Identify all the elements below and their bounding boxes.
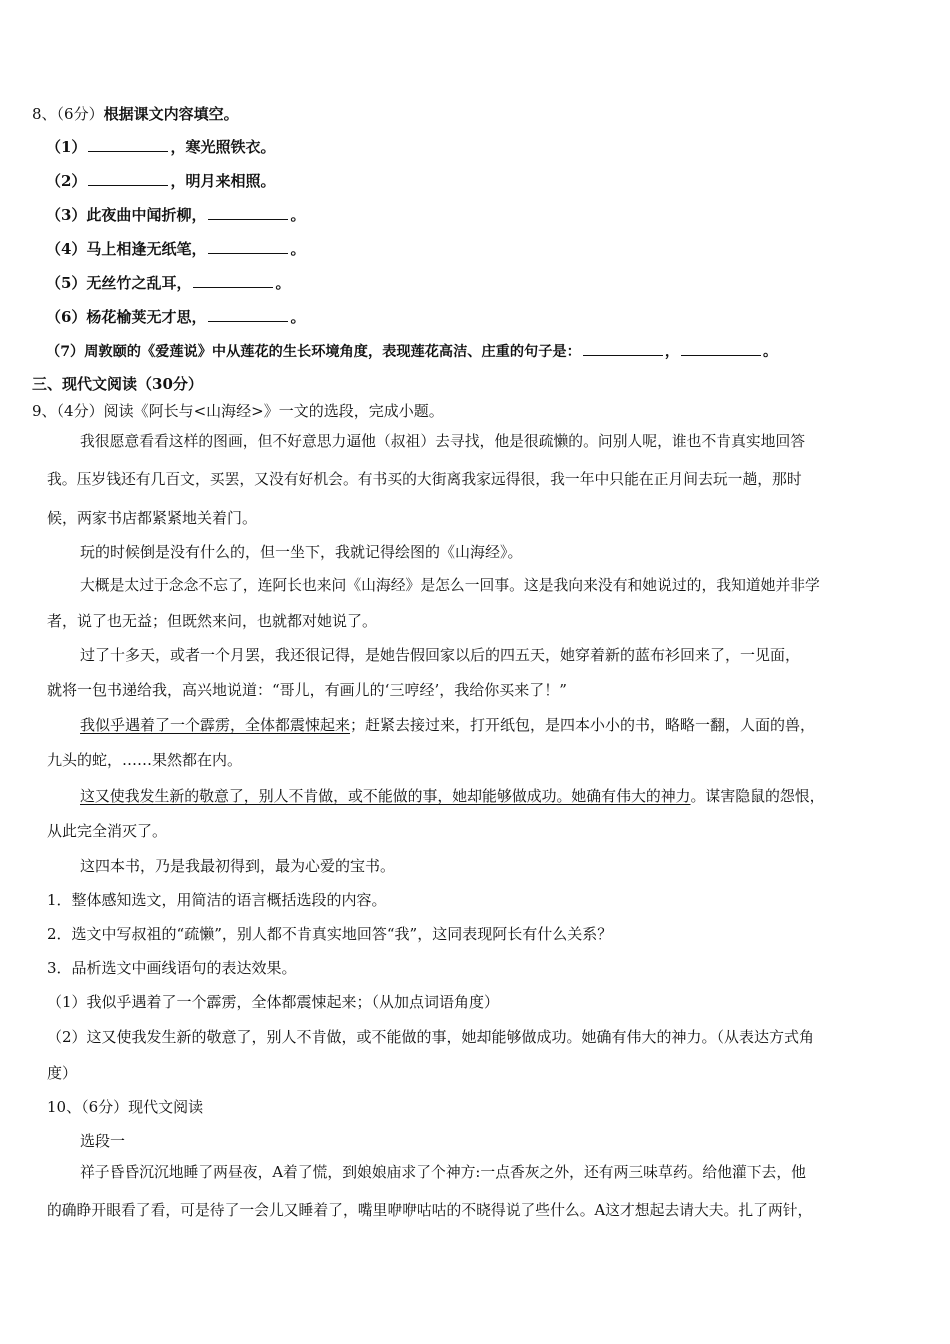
fill-blank[interactable]: [681, 341, 761, 356]
q8-item-7: （7）周敦颐的《爱莲说》中从莲花的生长环境角度，表现莲花高洁、庄重的句子是： ， 。: [46, 341, 777, 362]
q8-item-3: （3）此夜曲中闻折柳， 。: [46, 206, 306, 224]
q9-paragraph-2: 玩的时候倒是没有什么的，但一坐下，我就记得绘图的《山海经》。: [80, 543, 523, 561]
q10-paragraph-1-line-1: 祥子昏昏沉沉地睡了两昼夜，A着了慌，到娘娘庙求了个神方:一点香灰之外，还有两三味草药。给他灌下去，他: [80, 1164, 806, 1181]
fill-blank[interactable]: [583, 341, 663, 356]
q9-subquestion-1: 1．整体感知选文，用简洁的语言概括选段的内容。: [47, 891, 387, 909]
q9-subquestion-3-2-line-1: （2）这又使我发生新的敬意了，别人不肯做，或不能做的事，她却能够做成功。她确有伟大的神力。（从表达方式角: [47, 1028, 815, 1046]
fill-blank[interactable]: [88, 137, 168, 152]
q10-excerpt-label: 选段一: [80, 1132, 126, 1150]
underlined-sentence: 这又使我发生新的敬意了，别人不肯做，或不能做的事，她却能够做成功。她确有伟大的神力: [80, 787, 691, 805]
q10-paragraph-1-line-2: 的确睁开眼看了看，可是待了一会儿又睡着了，嘴里咿咿咕咕的不晓得说了些什么。A这才想起去请大夫。扎了两针，: [47, 1202, 813, 1219]
q9-paragraph-5-line-2: 九头的蛇，……果然都在内。: [47, 751, 243, 769]
q8-item-4: （4）马上相逢无纸笔， 。: [46, 240, 306, 258]
q9-paragraph-1-line-2: 我。压岁钱还有几百文，买罢，又没有好机会。有书买的大街离我家远得很，我一年中只能在正月间去玩一趟，那时: [47, 471, 802, 488]
q9-paragraph-3-line-2: 者，说了也无益；但既然来问，也就都对她说了。: [47, 612, 378, 630]
q8-item-1: （1） ，寒光照铁衣。: [46, 138, 276, 156]
underlined-sentence: 我似乎遇着了一个霹雳，全体都震悚起来: [80, 716, 351, 734]
q9-paragraph-6-line-2: 从此完全消灭了。: [47, 822, 168, 840]
q8-item-5: （5）无丝竹之乱耳， 。: [46, 274, 291, 292]
q9-paragraph-5-line-1: 我似乎遇着了一个霹雳，全体都震悚起来；赶紧去接过来，打开纸包，是四本小小的书，略略一翻，人面的兽，: [80, 716, 816, 734]
q9-subquestion-2: 2．选文中写叔祖的“疏懒”，别人都不肯真实地回答“我”，这同表现阿长有什么关系？: [47, 925, 613, 943]
fill-blank[interactable]: [88, 171, 168, 186]
q9-subquestion-3-2-line-2: 度）: [47, 1064, 78, 1082]
q10-heading: 10、（6分）现代文阅读: [47, 1098, 204, 1116]
q9-paragraph-4-line-2: 就将一包书递给我，高兴地说道：“哥儿，有画儿的‘三哼经’，我给你买来了！”: [47, 681, 567, 699]
fill-blank[interactable]: [193, 273, 273, 288]
fill-blank[interactable]: [208, 239, 288, 254]
q9-paragraph-1-line-1: 我很愿意看看这样的图画，但不好意思力逼他（叔祖）去寻找，他是很疏懒的。问别人呢，谁也不肯真实地回答: [80, 433, 806, 450]
q9-paragraph-7: 这四本书，乃是我最初得到，最为心爱的宝书。: [80, 857, 396, 875]
q8-heading: 8、（6分）根据课文内容填空。: [32, 105, 239, 123]
q9-subquestion-3: 3．品析选文中画线语句的表达效果。: [47, 959, 297, 977]
q9-subquestion-3-1: （1）我似乎遇着了一个霹雳，全体都震悚起来；（从加点词语角度）: [47, 993, 500, 1011]
q8-item-2: （2） ，明月来相照。: [46, 172, 276, 190]
q9-paragraph-4-line-1: 过了十多天，或者一个月罢，我还很记得，是她告假回家以后的四五天，她穿着新的蓝布衫回来了，一见面，: [80, 646, 801, 664]
q9-paragraph-6-line-1: 这又使我发生新的敬意了，别人不肯做，或不能做的事，她却能够做成功。她确有伟大的神力。谋害隐鼠的怨恨，: [80, 787, 825, 805]
fill-blank[interactable]: [208, 205, 288, 220]
q9-heading: 9、（4分）阅读《阿长与<山海经>》一文的选段，完成小题。: [32, 402, 444, 420]
q9-paragraph-1-line-3: 候，两家书店都紧紧地关着门。: [47, 509, 258, 527]
q8-item-6: （6）杨花榆荚无才思， 。: [46, 308, 306, 326]
section-title: 三、现代文阅读（30分）: [32, 375, 203, 393]
q9-paragraph-3-line-1: 大概是太过于念念不忘了，连阿长也来问《山海经》是怎么一回事。这是我向来没有和她说过的，我知道她并非学: [80, 577, 820, 594]
fill-blank[interactable]: [208, 307, 288, 322]
